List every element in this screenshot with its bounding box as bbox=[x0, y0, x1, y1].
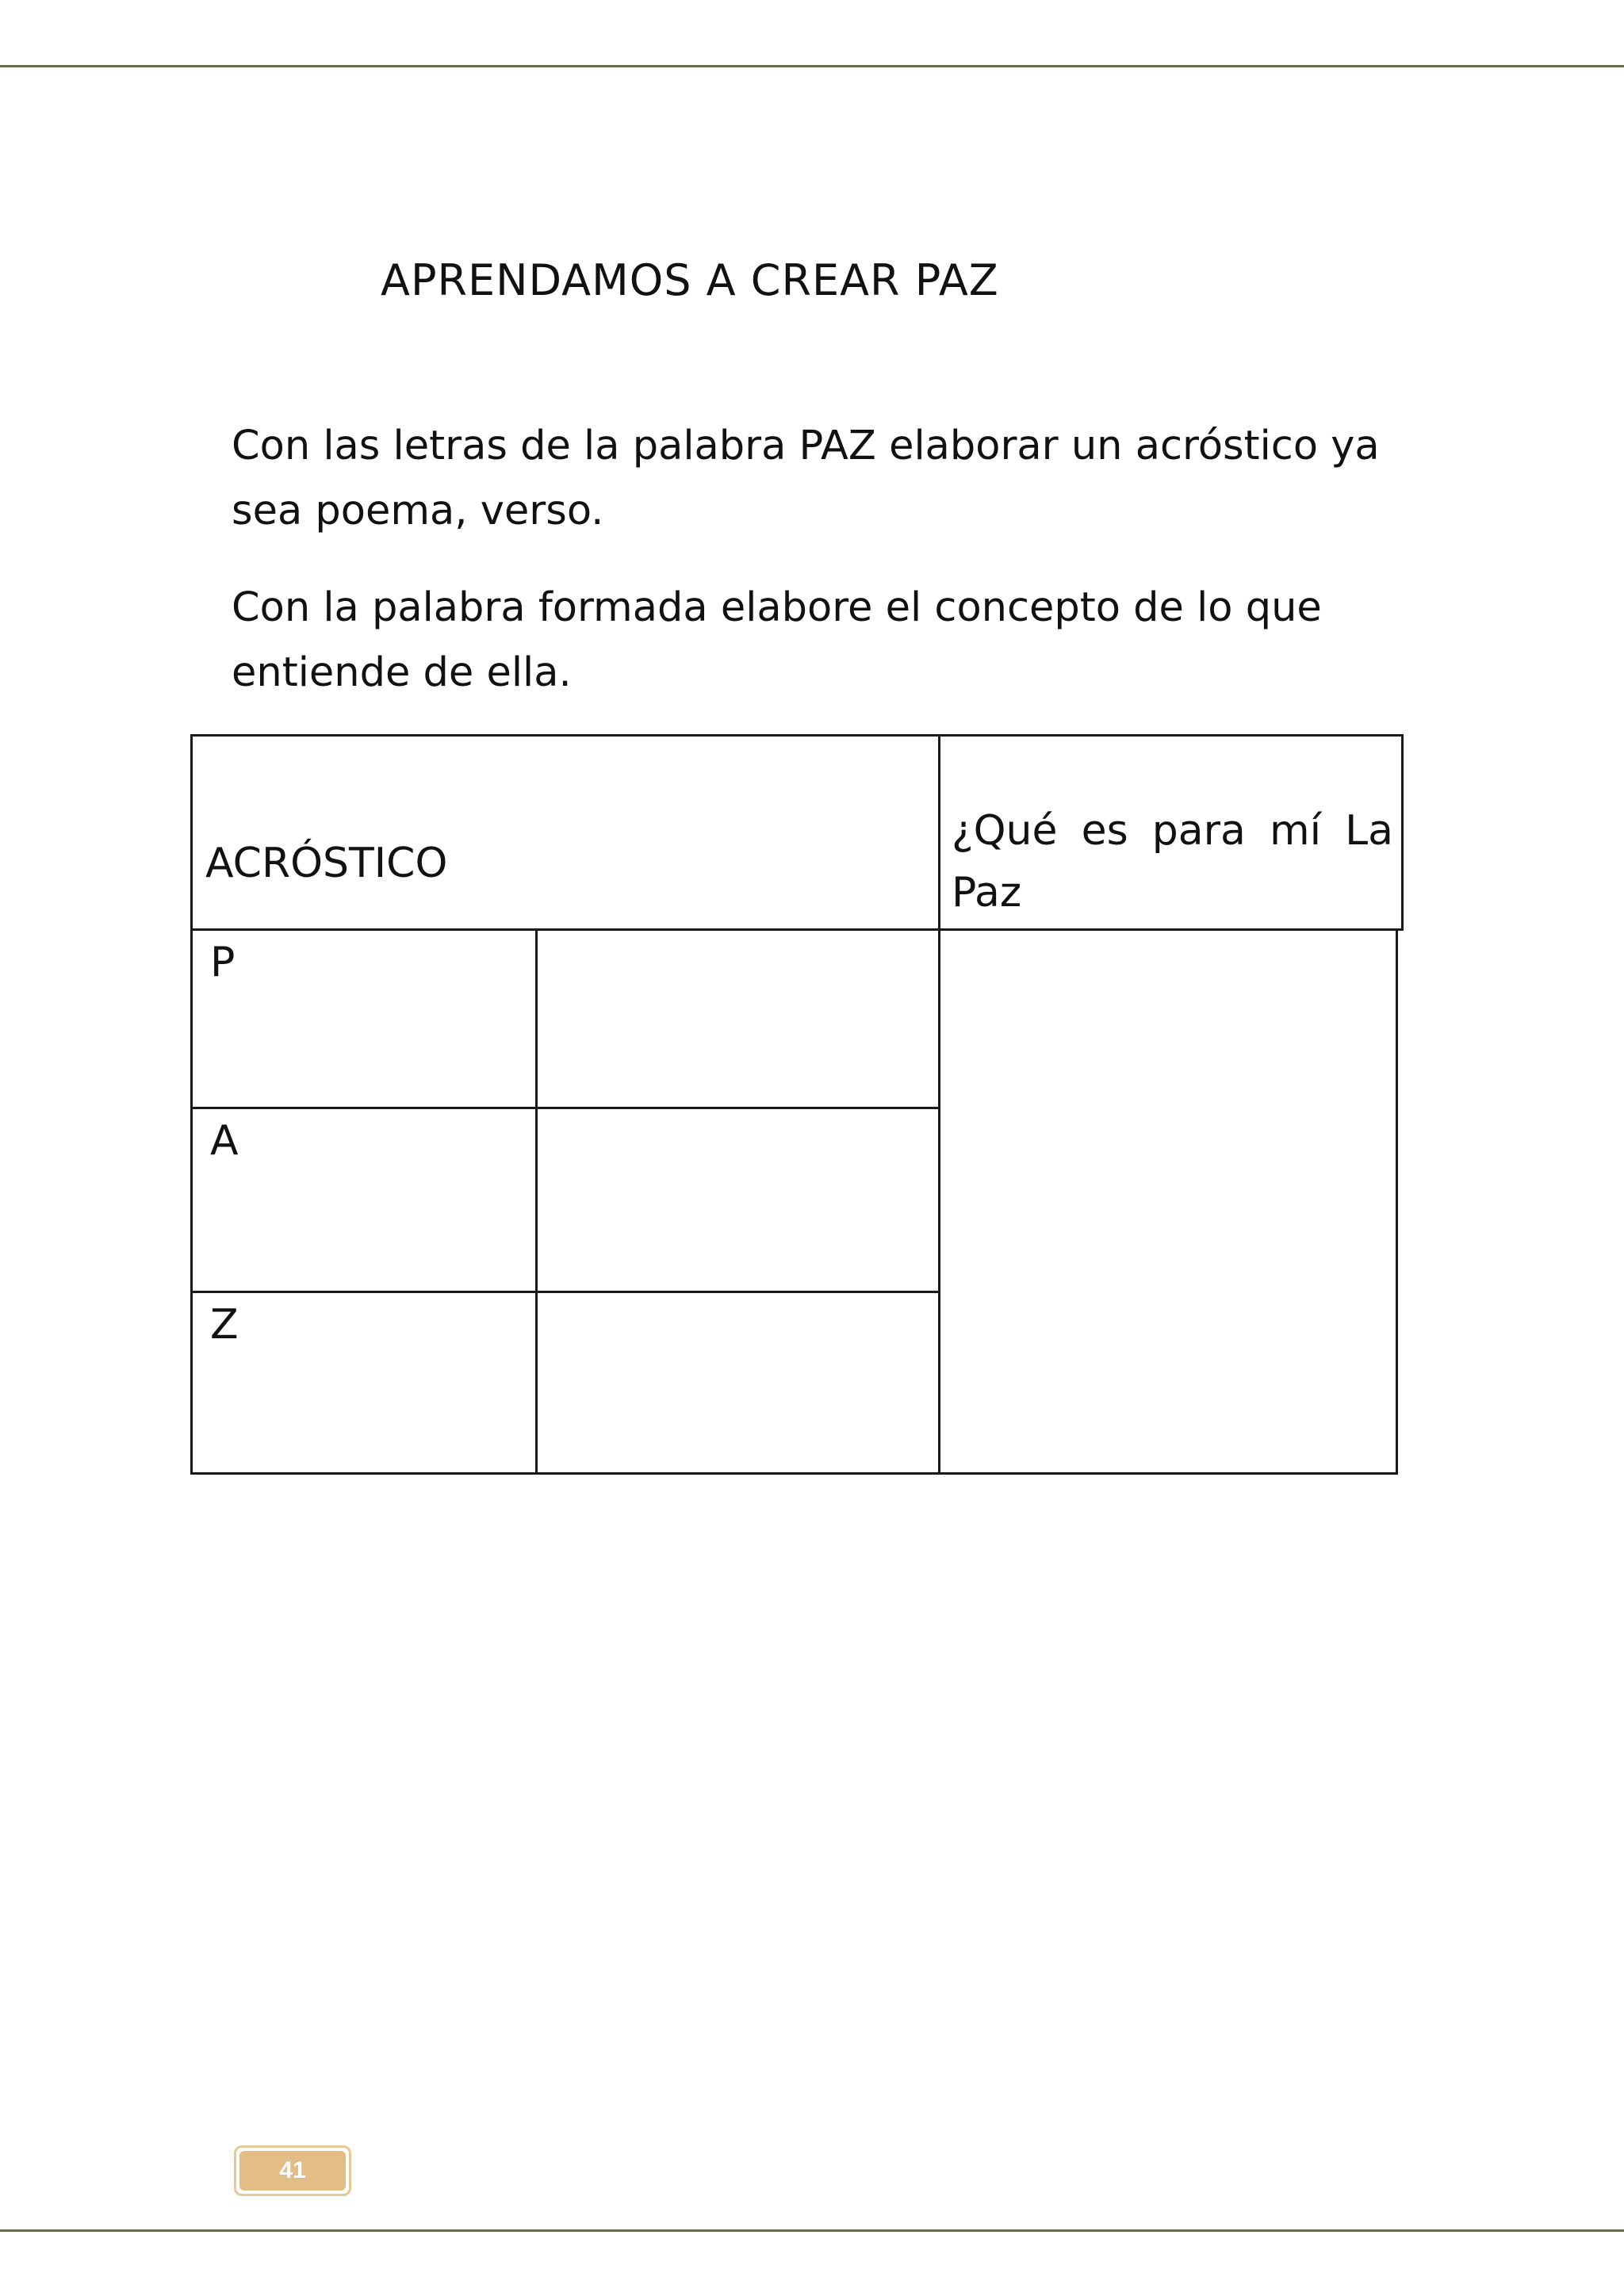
instruction-paragraph-2: Con la palabra formada elabore el concepto de lo que entiende de ella. bbox=[232, 584, 1322, 696]
table-header-acrostic bbox=[190, 734, 940, 931]
acrostic-letter: A bbox=[210, 1117, 239, 1165]
peace-definition-answer-box bbox=[938, 928, 1398, 1475]
acrostic-letter: P bbox=[210, 939, 236, 986]
footer-rule bbox=[0, 2229, 1624, 2232]
acrostic-letter-cell-p bbox=[190, 928, 538, 1109]
header-rule bbox=[0, 65, 1624, 67]
instruction-paragraph-1: Con las letras de la palabra PAZ elaborar un acróstico ya sea poema, verso. bbox=[232, 423, 1380, 534]
table-header-question bbox=[938, 734, 1404, 931]
page-title: APRENDAMOS A CREAR PAZ bbox=[381, 255, 999, 305]
page-number-badge bbox=[234, 2145, 351, 2196]
header-acrostic-label: ACRÓSTICO bbox=[205, 840, 448, 887]
acrostic-letter-cell-z bbox=[190, 1291, 538, 1475]
acrostic-letter: Z bbox=[210, 1301, 239, 1349]
acrostic-line-cell-a bbox=[535, 1107, 940, 1293]
acrostic-line-cell-p bbox=[535, 928, 940, 1109]
page-number: 41 bbox=[239, 2151, 346, 2191]
acrostic-line-cell-z bbox=[535, 1291, 940, 1475]
acrostic-letter-cell-a bbox=[190, 1107, 538, 1293]
header-question-label: ¿Qué es para mí La Paz bbox=[952, 807, 1393, 916]
